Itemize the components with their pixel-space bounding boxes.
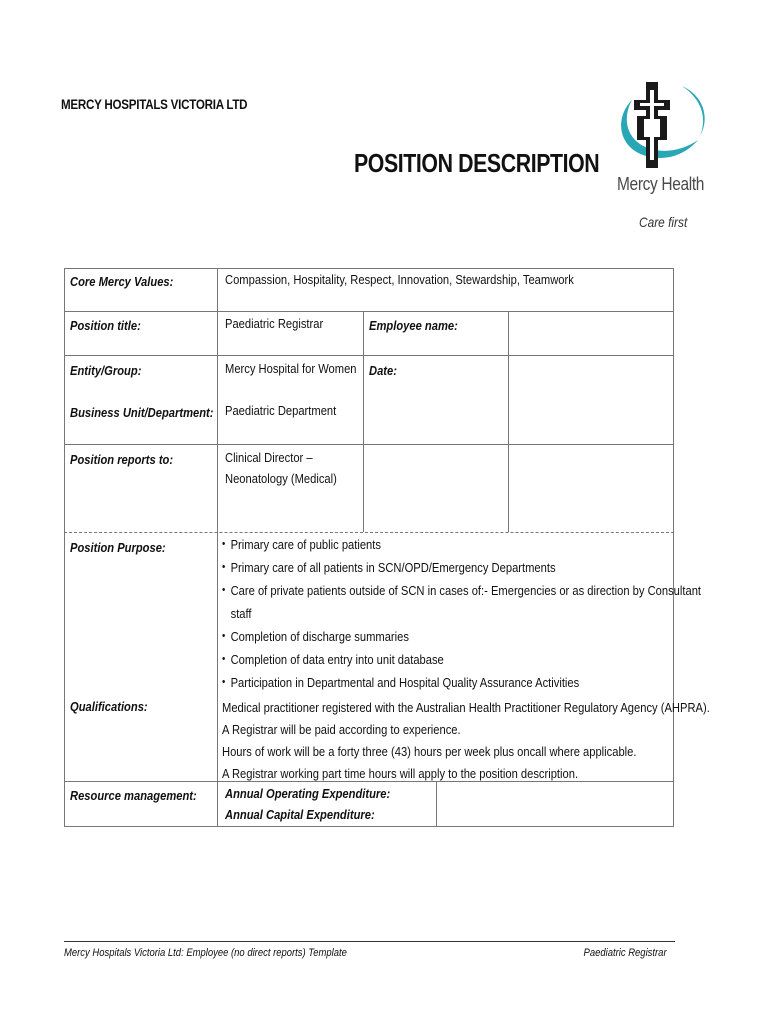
- footer-position-text: Paediatric Registrar: [583, 947, 667, 959]
- list-item: • Participation in Departmental and Hospital Quality Assurance Activities: [222, 671, 669, 694]
- list-item: • Care of private patients outside of SCN in cases of:- Emergencies or as direction by Consultant: [222, 579, 669, 602]
- operating-expenditure-label: Annual Operating Expenditure:: [225, 786, 391, 801]
- position-title-label: Position title:: [70, 318, 141, 333]
- date-label: Date:: [369, 363, 397, 378]
- qualification-line: A Registrar will be paid according to experience.: [222, 722, 461, 737]
- employee-name-label: Employee name:: [369, 318, 458, 333]
- business-unit-label: Business Unit/Department:: [70, 405, 214, 420]
- footer-position: [570, 947, 667, 959]
- logo-tagline: Care first: [639, 214, 688, 230]
- core-values-label: Core Mercy Values:: [70, 274, 174, 289]
- qualification-line: Medical practitioner registered with the Australian Health Practitioner Regulatory Agency (AHPRA).: [222, 700, 710, 715]
- qualification-line: A Registrar working part time hours will apply to the position description.: [222, 766, 579, 781]
- document-title: POSITION DESCRIPTION: [354, 148, 600, 178]
- capital-expenditure-label: Annual Capital Expenditure:: [225, 807, 375, 822]
- list-item: • Primary care of all patients in SCN/OPD/Emergency Departments: [222, 556, 669, 579]
- entity-group-label: Entity/Group:: [70, 363, 142, 378]
- logo-name: Mercy Health: [617, 174, 705, 194]
- entity-group-value: Mercy Hospital for Women: [225, 361, 357, 376]
- qualifications-text: [222, 697, 710, 785]
- footer-divider: [64, 941, 675, 942]
- purpose-list: [222, 533, 702, 694]
- position-table: [64, 268, 710, 826]
- mercy-health-logo: [612, 78, 722, 238]
- footer-template-name: Mercy Hospitals Victoria Ltd: Employee (no direct reports) Template: [64, 947, 347, 959]
- list-item: • Primary care of public patients: [222, 533, 669, 556]
- business-unit-value: Paediatric Department: [225, 403, 337, 418]
- list-item: • Completion of discharge summaries: [222, 625, 669, 648]
- qualifications-label: Qualifications:: [70, 699, 148, 714]
- list-item-continuation: staff: [230, 606, 252, 621]
- reports-to-label: Position reports to:: [70, 452, 174, 467]
- core-values-value: Compassion, Hospitality, Respect, Innovation, Stewardship, Teamwork: [225, 272, 574, 287]
- reports-to-value-line1: Clinical Director –: [225, 450, 313, 465]
- organization-name: MERCY HOSPITALS VICTORIA LTD: [61, 97, 248, 112]
- position-title-value: Paediatric Registrar: [225, 316, 324, 331]
- logo-cross-icon: [612, 78, 722, 174]
- reports-to-value-line2: Neonatology (Medical): [225, 471, 337, 486]
- resource-management-label: Resource management:: [70, 788, 197, 803]
- qualification-line: Hours of work will be a forty three (43) hours per week plus oncall where applicable.: [222, 744, 637, 759]
- list-item: • Completion of data entry into unit database: [222, 648, 669, 671]
- purpose-label: Position Purpose:: [70, 540, 166, 555]
